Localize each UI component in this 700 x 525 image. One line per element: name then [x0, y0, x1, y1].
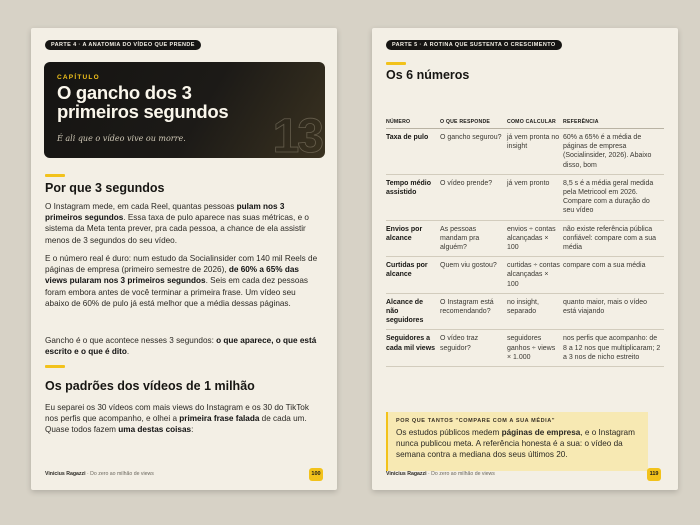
text-run: Eu separei os 30 vídeos com mais views do Instagram e os 30 do TikTok nos perfis que acompanho, e olhei a: [45, 403, 309, 424]
table-cell: O vídeo traz seguidor?: [440, 330, 507, 367]
chapter-number: 13: [272, 110, 322, 158]
table-cell: O Instagram está recomendando?: [440, 293, 507, 330]
footer-book-title: · Do zero ao milhão de views: [85, 471, 154, 477]
footer: [386, 471, 495, 477]
text-run: Os estudos públicos medem: [396, 428, 502, 437]
bold-text: páginas de empresa: [501, 428, 581, 437]
table-cell: já vem pronta no insight: [507, 129, 563, 175]
table-cell: 60% a 65% é a média de páginas de empresa (Socialinsider, 2026). Abaixo disso, bom: [563, 129, 664, 175]
table-cell: O vídeo prende?: [440, 174, 507, 220]
chapter-title: O gancho dos 3 primeiros segundos: [57, 82, 229, 122]
table-cell: seguidores ganhos ÷ views × 1.000: [507, 330, 563, 367]
column-header: O QUE RESPONDE: [440, 119, 507, 129]
text-run: de cada um. Quase todos fazem: [45, 414, 307, 435]
text-run: . Seis em cada dez pessoas foram embora antes de você terminar a primeira frase. Um vídeo seu abaixo de 60% de pulo já está melhor que a média dessas páginas.: [45, 276, 309, 308]
footer-author: Vinicius Ragazzi: [386, 471, 427, 477]
table-cell: envios ÷ contas alcançadas × 100: [507, 220, 563, 257]
bold-text: pulam nos 3 primeiros segundos: [45, 202, 285, 223]
table-cell: não existe referência pública confiável: compare com a sua média: [563, 220, 664, 257]
table-cell: Alcance de não seguidores: [386, 293, 440, 330]
table-row: [386, 257, 664, 294]
page-number: 119: [647, 468, 661, 481]
bold-text: primeira frase falada: [179, 414, 260, 424]
table-row: [386, 174, 664, 220]
bold-text: uma destas coisas: [118, 425, 192, 435]
text-run: E o número real é duro: num estudo da Socialinsider com 140 mil Reels de páginas de empresa (primeiro semestre de 2026),: [45, 254, 318, 275]
page-title: Os 6 números: [386, 68, 470, 82]
table-row: [386, 129, 664, 175]
page-number: 100: [309, 468, 323, 481]
table-cell: As pessoas mandam pra alguém?: [440, 220, 507, 257]
chapter-kicker: CAPÍTULO: [57, 74, 100, 81]
section-title: Os padrões dos vídeos de 1 milhão: [45, 379, 255, 393]
table-cell: quanto maior, mais o vídeo está viajando: [563, 293, 664, 330]
part-label: PARTE 4 · A ANATOMIA DO VÍDEO QUE PRENDE: [45, 40, 201, 50]
callout-box: [386, 412, 648, 471]
table-row: [386, 330, 664, 367]
table-cell: O gancho segurou?: [440, 129, 507, 175]
chapter-header: [44, 62, 325, 158]
table-cell: Tempo médio assistido: [386, 174, 440, 220]
column-header: REFERÊNCIA: [563, 119, 664, 129]
accent-bar: [45, 365, 65, 368]
table-cell: Envios por alcance: [386, 220, 440, 257]
table-cell: já vem pronto: [507, 174, 563, 220]
accent-bar: [386, 62, 406, 65]
table-cell: Curtidas por alcance: [386, 257, 440, 294]
table-cell: compare com a sua média: [563, 257, 664, 294]
paragraph: [45, 201, 321, 246]
bold-text: de 60% a 65% das views pularam nos 3 primeiros segundos: [45, 265, 299, 286]
table-cell: no insight, separado: [507, 293, 563, 330]
table-header-row: [386, 119, 664, 129]
table-cell: 8,5 s é a média geral medida pela Metricool em 2026. Compare com a duração do seu vídeo: [563, 174, 664, 220]
metrics-table: [386, 119, 664, 367]
paragraph: [45, 253, 321, 309]
text-run: , e o Instagram nunca publicou meta. A referência honesta é a sua: o vídeo da semana contra a mediana dos seus últimos 20.: [396, 428, 635, 459]
section-title: Por que 3 segundos: [45, 181, 165, 195]
text-run: . Essa taxa de pulo aparece nas suas métricas, e o sistema da Meta tenta prever, pra cada pessoa, a chance de ela assistir menos de 3 segundos do seu vídeo.: [45, 213, 309, 245]
table-cell: curtidas ÷ contas alcançadas × 100: [507, 257, 563, 294]
table-row: [386, 293, 664, 330]
footer-author: Vinicius Ragazzi: [45, 471, 86, 477]
bold-text: o que aparece, o que está escrito e o que é dito: [45, 336, 317, 357]
text-run: :: [191, 425, 194, 435]
chapter-subtitle: É ali que o vídeo vive ou morre.: [57, 134, 186, 143]
part-label: PARTE 5 · A ROTINA QUE SUSTENTA O CRESCIMENTO: [386, 40, 562, 50]
table-cell: Seguidores a cada mil views: [386, 330, 440, 367]
column-header: COMO CALCULAR: [507, 119, 563, 129]
text-run: O Instagram mede, em cada Reel, quantas pessoas: [45, 202, 237, 211]
footer: [45, 471, 154, 477]
paragraph: [45, 402, 321, 436]
right-page: [372, 28, 678, 490]
callout-title: POR QUE TANTOS "COMPARE COM A SUA MÉDIA": [396, 418, 556, 424]
paragraph: [45, 335, 321, 357]
accent-bar: [45, 174, 65, 177]
table-cell: Quem viu gostou?: [440, 257, 507, 294]
text-run: .: [126, 347, 130, 357]
column-header: NÚMERO: [386, 119, 440, 129]
table-row: [386, 220, 664, 257]
left-page: [31, 28, 337, 490]
footer-book-title: · Do zero ao milhão de views: [426, 471, 495, 477]
table-cell: Taxa de pulo: [386, 129, 440, 175]
text-run: Gancho é o que acontece nesses 3 segundos:: [45, 336, 217, 345]
callout-text: [396, 427, 640, 460]
table-cell: nos perfis que acompanho: de 8 a 12 nos que multiplicaram; 2 a 3 nos de nicho estreito: [563, 330, 664, 367]
